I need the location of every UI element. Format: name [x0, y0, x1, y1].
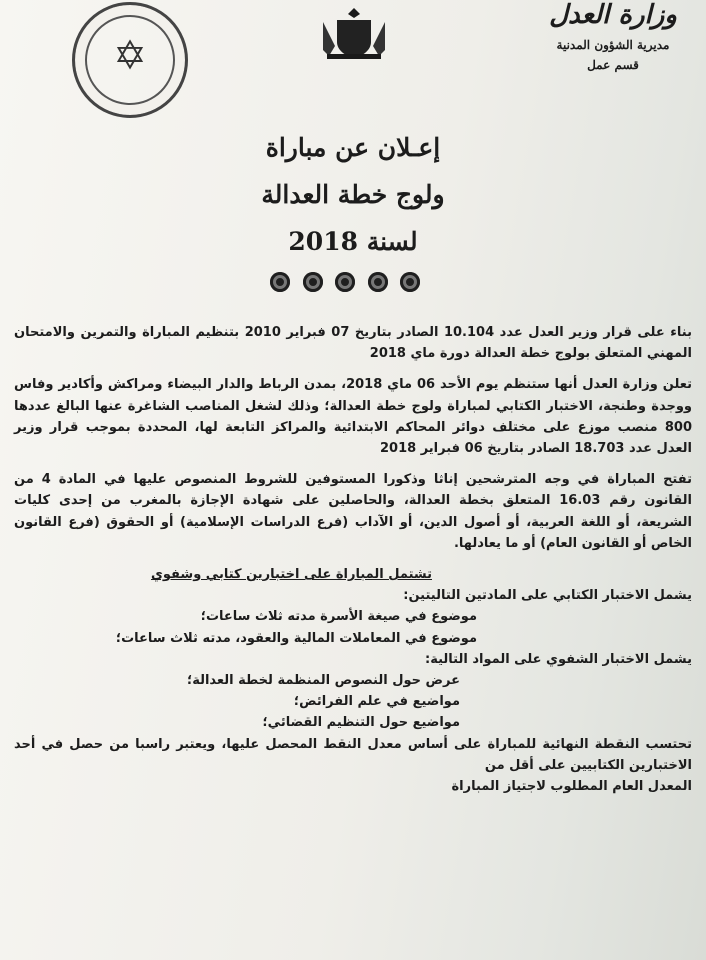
section-heading-exams: تشتمل المباراة على اختبارين كتابي وشفوي	[150, 567, 432, 583]
ministry-title: وزارة العدل	[549, 0, 677, 30]
announcement-body	[14, 322, 692, 797]
announcement-title: إعـلان عن مباراة	[265, 133, 441, 162]
bullet-icon	[368, 272, 388, 292]
bullet-icon	[335, 272, 355, 292]
bullet-icon	[270, 272, 290, 292]
division-name: قسم عمل	[587, 58, 639, 72]
paragraph-legal-basis: بناء على قرار وزير العدل عدد 10.104 الصادر بتاريخ 07 فبراير 2010 بتنظيم المباراة والتمرين والامتحان المهني المتعلق بولوج خطة العدالة دورة ماي 2018	[14, 325, 692, 362]
directorate-name: مديرية الشؤون المدنية	[556, 38, 670, 52]
circular-seal-star-icon	[72, 2, 188, 118]
paragraph-grading: تحتسب النقطة النهائية للمباراة على أساس معدل النقط المحصل عليها، ويعتبر راسبا من حصل في أحد الاختبارين الكتابيين على أقل من	[14, 736, 692, 773]
paragraph-grading-cont: المعدل العام المطلوب لاجتياز المباراة	[451, 779, 692, 795]
oral-exam-item: عرض حول النصوص المنظمة لخطة العدالة؛	[187, 673, 460, 689]
written-exam-item: موضوع في المعاملات المالية والعقود، مدته ثلاث ساعات؛	[115, 630, 477, 646]
bullet-icon	[303, 272, 323, 292]
announcement-year: لسنة 2018	[288, 227, 418, 256]
royal-coat-of-arms-icon	[315, 4, 393, 62]
written-exam-intro: يشمل الاختبار الكتابي على المادتين التاليتين:	[403, 588, 692, 604]
written-exam-item: موضوع في صيغة الأسرة مدته ثلاث ساعات؛	[200, 609, 477, 625]
oral-exam-item: مواضيع حول التنظيم القضائي؛	[262, 715, 460, 731]
decorative-bullets	[270, 272, 420, 294]
paragraph-exam-date: تعلن وزارة العدل أنها ستنظم يوم الأحد 06 ماي 2018، بمدن الرباط والدار البيضاء ومراكش وأكادير وفاس ووجدة وطنجة، الاختبار الكتابي لمباراة ولوج خطة العدالة؛ وذلك لشغل المناصب الشاغرة عنها البالغ عددها 800 منصب موزع على مختلف دوائر المحاكم الابتدائية والمراكز التابعة لها، المحددة بموجب قرار وزير العدل عدد 18.703 الصادر بتاريخ 06 فبراير 2018	[14, 377, 692, 457]
star-icon: ✡	[113, 33, 147, 79]
bullet-icon	[400, 272, 420, 292]
oral-exam-intro: يشمل الاختبار الشفوي على المواد التالية:	[425, 651, 692, 667]
oral-exam-item: مواضيع في علم الفرائض؛	[293, 694, 460, 710]
ministry-header	[528, 0, 698, 72]
announcement-subtitle: ولوج خطة العدالة	[261, 180, 445, 209]
paragraph-eligibility: تفتح المباراة في وجه المترشحين إناثا وذكورا المستوفين للشروط المنصوص عليها في المادة 4 من القانون رقم 16.03 المتعلق بخطة العدالة، والحاصلين على شهادة الإجازة بالمغرب من إحدى كليات الشريعة، أو اللغة العربية، أو أصول الدين، أو الآداب (فرع الدراسات الإسلامية) أو الحقوق (فرع القانون الخاص أو القانون العام) أو ما يعادلها.	[14, 472, 692, 551]
